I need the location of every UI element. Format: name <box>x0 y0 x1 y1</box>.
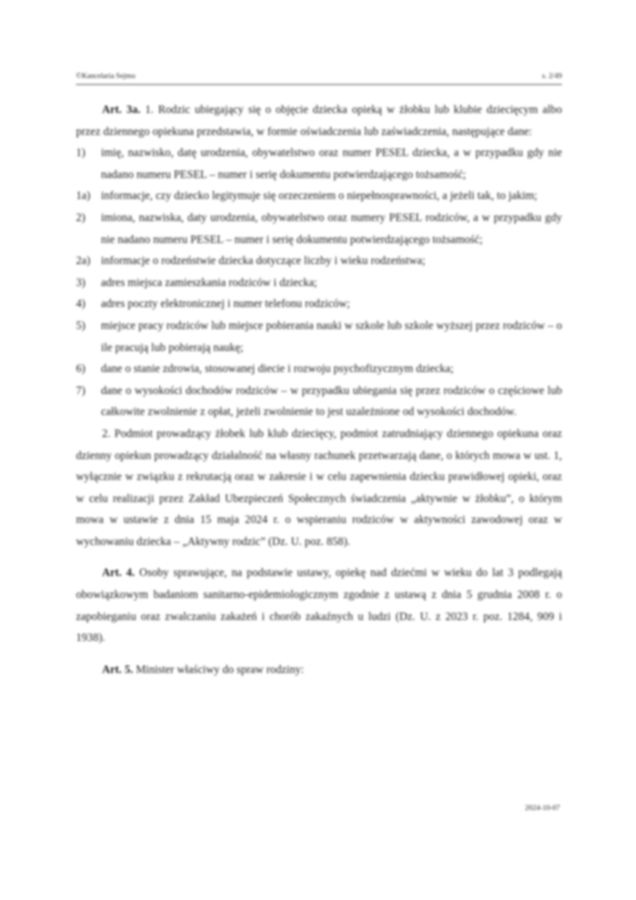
list-item-text: adres miejsca zamieszkania rodziców i dziecka; <box>101 276 318 289</box>
art5-paragraph <box>76 660 562 682</box>
art5-text: Minister właściwy do spraw rodziny: <box>135 663 305 676</box>
list-item-number: 5) <box>76 319 86 332</box>
list-item-text: dane o stanie zdrowia, stosowanej diecie i rozwoju psychofizycznym dziecka; <box>101 363 454 376</box>
page-header <box>76 71 562 80</box>
header-rule <box>76 84 562 85</box>
list-item-text: informacje o rodzeństwie dziecka dotyczące liczby i wieku rodzeństwa; <box>101 255 426 268</box>
list-item <box>76 381 562 424</box>
art3a-intro-text: 1. Rodzic ubiegający się o objęcie dziecka opieką w żłobku lub klubie dziecięcym albo przez dziennego opiekuna przedstawia, w formie oświadczenia lub zaświadczenia, następujące dane: <box>76 104 562 138</box>
list-item-text: informacje, czy dziecko legitymuje się orzeczeniem o niepełnosprawności, a jeżeli tak, to jakim; <box>101 190 538 203</box>
list-item <box>76 273 562 295</box>
list-item <box>76 294 562 316</box>
list-item-number: 1) <box>76 147 86 160</box>
list-item <box>76 143 562 186</box>
list-item <box>76 316 562 359</box>
art3a-paragraph-2: 2. Podmiot prowadzący żłobek lub klub dziecięcy, podmiot zatrudniający dziennego opiekuna oraz dzienny opiekun prowadzący działalność na własny rachunek przetwarzają dane, o których mowa w ust. 1, wyłącznie w związku z rekrutacją oraz w zakresie i w celu zapewnienia dziecku prawidłowej opieki, oraz w celu realizacji przez Zakład Ubezpieczeń Społecznych świadczenia „aktywnie w żłobku”, o którym mowa w ustawie z dnia 15 maja 2024 r. o wspieraniu rodziców w aktywności zawodowej oraz w wychowaniu dziecka – „Aktywny rodzic” (Dz. U. poz. 858). <box>76 427 562 548</box>
list-item-number: 1a) <box>76 190 91 203</box>
list-item <box>76 186 562 208</box>
list-item-text: dane o wysokości dochodów rodziców – w przypadku ubiegania się przez rodziców o częściowe lub całkowite zwolnienie z opłat, jeżeli zwolnienie to jest uzależnione od wysokości dochodów. <box>101 384 562 419</box>
list-item <box>76 359 562 381</box>
list-item-number: 2a) <box>76 255 91 268</box>
list-item-text: imię, nazwisko, datę urodzenia, obywatelstwo oraz numer PESEL dziecka, a w przypadku gdy nie nadano numeru PESEL – numer i serię dokumentu potwierdzającego tożsamość; <box>101 147 562 181</box>
art3a-intro <box>76 100 562 143</box>
list-item-text: miejsce pracy rodziców lub miejsce pobierania nauki w szkole lub szkole wyższej przez rodziców – o ile pracują lub pobierają naukę; <box>101 319 562 354</box>
art4-text: Osoby sprawujące, na podstawie ustawy, opiekę nad dziećmi w wieku do lat 3 podlegają obowiązkowym badaniom sanitarno-epidemiologicznym zgodnie z ustawą z dnia 5 grudnia 2008 r. o zapobieganiu oraz zwalczaniu zakażeń i chorób zakaźnych u ludzi (Dz. U. z 2023 r. poz. 1284, 909 i 1938). <box>76 567 562 645</box>
art4-label: Art. 4. <box>102 567 135 580</box>
list-item <box>76 208 562 251</box>
list-item-number: 6) <box>76 363 86 376</box>
list-item-text: adres poczty elektronicznej i numer telefonu rodziców; <box>101 298 351 311</box>
art3a-label: Art. 3a. <box>102 104 141 116</box>
art4-paragraph <box>76 563 562 649</box>
document-body <box>76 100 562 681</box>
list-item <box>76 251 562 273</box>
header-source: ©Kancelaria Sejmu <box>76 71 136 80</box>
list-item-number: 7) <box>76 384 86 397</box>
art5-label: Art. 5. <box>102 663 134 676</box>
list-item-number: 3) <box>76 276 86 289</box>
list-item-number: 2) <box>76 211 86 224</box>
list-item-text: imiona, nazwiska, daty urodzenia, obywatelstwo oraz numery PESEL rodziców, a w przypadku gdy nie nadano numeru PESEL – numer i serię dokumentu potwierdzającego tożsamość; <box>101 211 562 246</box>
list-item-number: 4) <box>76 298 86 311</box>
footer-date: 2024-10-07 <box>525 803 560 812</box>
header-page-number: s. 2/49 <box>541 71 562 80</box>
